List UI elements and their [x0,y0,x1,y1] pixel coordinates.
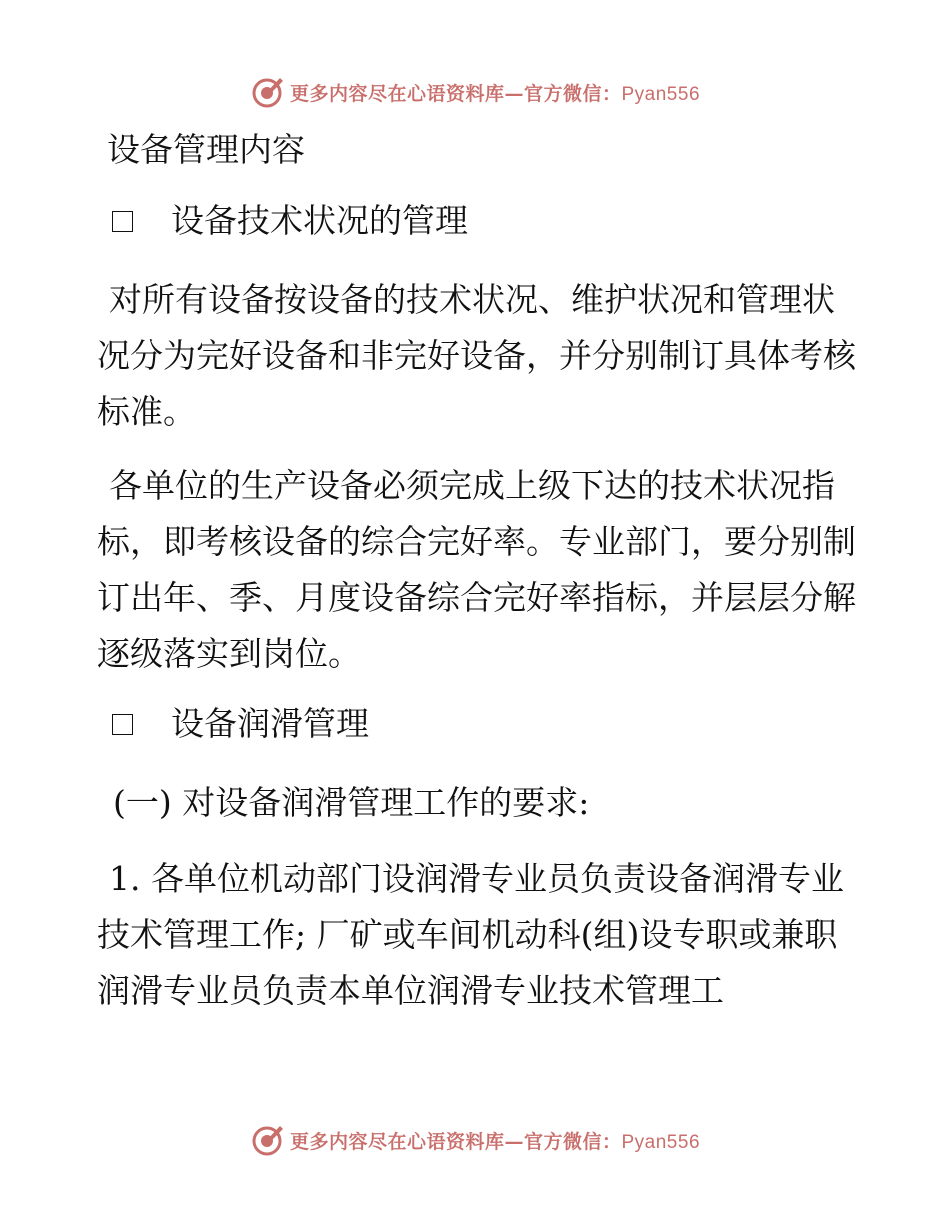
paragraph: 各单位的生产设备必须完成上级下达的技术状况指标，即考核设备的综合完好率。专业部门，要分别制订出年、季、月度设备综合完好率指标，并层层分解逐级落实到岗位。 [97,466,856,673]
quill-seal-icon [250,74,286,110]
subheading: (一) 对设备润滑管理工作的要求: [113,783,590,822]
banner-text: 更多内容尽在心语资料库—官方微信：Pyan556 [289,82,701,105]
checkbox-square-icon [112,714,133,735]
section-heading-lubrication: 设备润滑管理 [109,700,857,748]
paragraph: 对所有设备按设备的技术状况、维护状况和管理状况分为完好设备和非完好设备，并分别制订具体考核标准。 [97,280,856,431]
banner-text: 更多内容尽在心语资料库—官方微信：Pyan556 [289,1130,701,1153]
quill-seal-icon [250,1122,286,1158]
document-body [97,122,857,1037]
header-banner [0,72,950,112]
footer-banner [0,1120,950,1160]
section-heading-technical-status: 设备技术状况的管理 [109,197,857,245]
document-title: 设备管理内容 [107,130,305,169]
checkbox-square-icon [112,211,133,232]
paragraph: 1. 各单位机动部门设润滑专业员负责设备润滑专业技术管理工作; 厂矿或车间机动科(组)设专职或兼职润滑专业员负责本单位润滑专业技术管理工 [97,859,844,1010]
